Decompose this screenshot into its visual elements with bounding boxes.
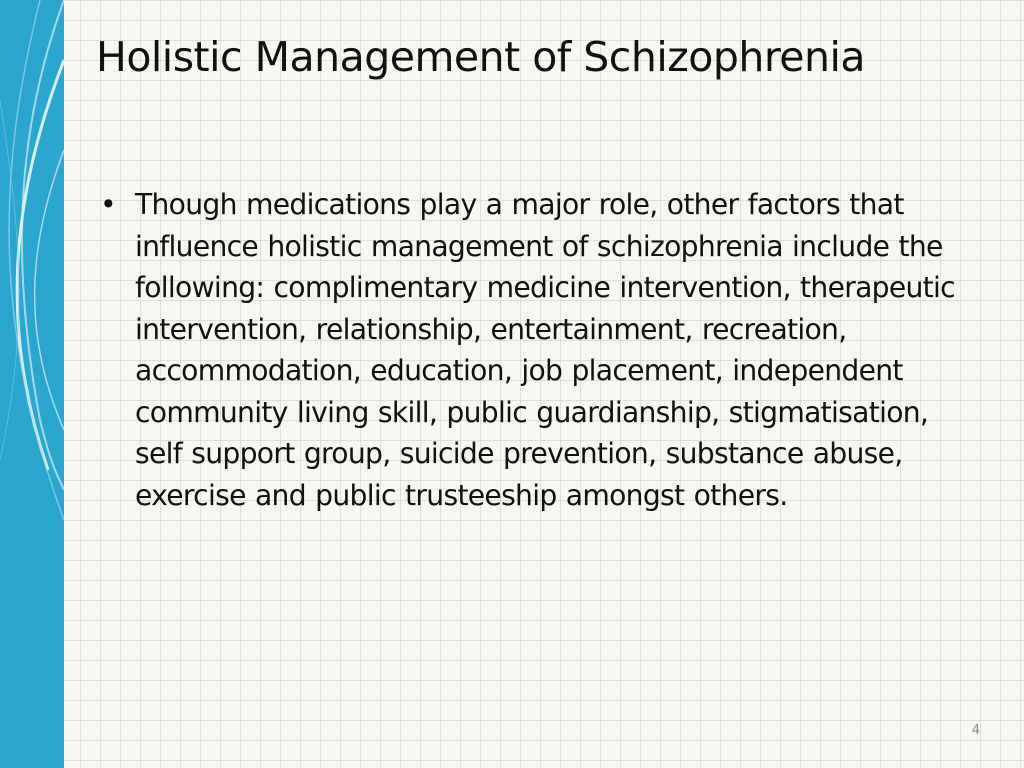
bullet-item — [96, 184, 976, 516]
curved-lines-decoration-icon — [0, 0, 64, 768]
bullet-marker: • — [100, 188, 116, 221]
bullet-text: Though medications play a major role, other factors that influence holistic management of schizophrenia include the following: complimentary medicine intervention, therapeutic intervention, relationship, entertainment, recreation, accommodation, education, job placement, independent community living skill, public guardianship, stigmatisation, self support group, suicide prevention, substance abuse, exercise and public trusteeship amongst others. — [135, 188, 955, 512]
bullet-list — [96, 184, 976, 516]
page-number: 4 — [971, 723, 980, 738]
left-accent-band — [0, 0, 64, 768]
slide-title: Holistic Management of Schizophrenia — [96, 33, 866, 81]
